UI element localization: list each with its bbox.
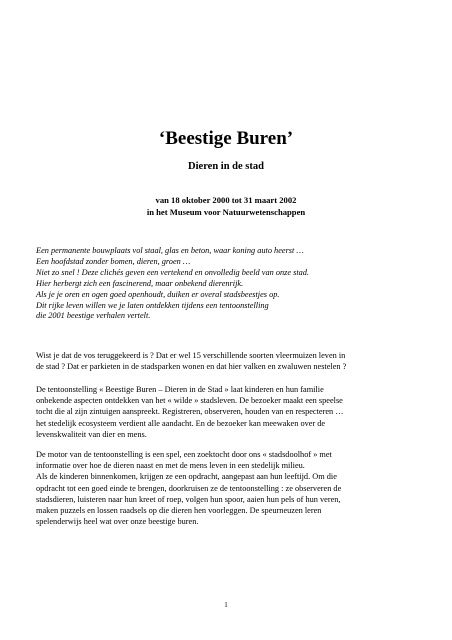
- paragraph-line: De motor van de tentoonstelling is een spel, een zoektocht door ons « stadsdoolhof » met: [36, 450, 332, 459]
- paragraph-line: levenskwaliteit van dier en mens.: [36, 429, 147, 439]
- poem-line: Niet zo snel ! Deze clichés geven een vertekend en onvolledig beeld van onze stad.: [36, 267, 310, 277]
- venue-line: in het Museum voor Natuurwetenschappen: [146, 206, 306, 217]
- paragraph-line: Als de kinderen binnenkomen, krijgen ze een opdracht, aangepast aan hun leeftijd. Om die: [36, 472, 337, 482]
- exhibition-dates: [0, 195, 452, 218]
- paragraph-line: het stedelijk ecosysteem verdient alle aandacht. En de bezoeker kan meewaken over de: [36, 418, 326, 428]
- poem-line: Een permanente bouwplaats vol staal, glas en beton, waar koning auto heerst …: [36, 246, 304, 255]
- poem-line: Een hoofdstad zonder bomen, dieren, groen …: [36, 256, 191, 266]
- paragraph-fox: [36, 350, 432, 372]
- paragraph-game: [36, 449, 432, 527]
- paragraph-exhibition: [36, 384, 432, 440]
- paragraph-line: maken puzzels en lossen raadsels op die dieren hen voorleggen. De speurneuzen leren: [36, 506, 322, 516]
- paragraph-line: stadsdieren, luisteren naar hun kreet of roep, volgen hun spoor, aaien hun pels of hun veren,: [36, 494, 341, 504]
- paragraph-line: opdracht tot een goed einde te brengen, doorkruisen ze de tentoonstelling : ze observeren de: [36, 483, 342, 493]
- intro-poem: [36, 246, 432, 322]
- poem-line: die 2001 beestige verhalen vertelt.: [36, 311, 151, 321]
- paragraph-line: De tentoonstelling « Beestige Buren – Dieren in de Stad » laat kinderen en hun familie: [36, 385, 324, 394]
- poem-line: Als je je oren en ogen goed openhoudt, duiken er overal stadsbeestjes op.: [36, 289, 280, 299]
- paragraph-line: onbekende aspecten ontdekken van het « wilde » stadsleven. De bezoeker maakt een speelse: [36, 396, 343, 406]
- page-number: 1: [224, 601, 228, 609]
- paragraph-line: tocht die al zijn zintuigen aanspreekt. Registreren, observeren, houden van en respecteren …: [36, 407, 344, 417]
- poem-line: Dit rijke leven willen we je laten ontdekken tijdens een tentoonstelling: [36, 300, 269, 310]
- paragraph-line: de stad ? Dat er parkieten in de stadsparken wonen en dat hier valken en zwaluwen nestelen ?: [36, 362, 347, 372]
- page-title: ‘Beestige Buren’: [158, 128, 294, 149]
- page-subtitle: Dieren in de stad: [188, 161, 264, 172]
- paragraph-line: Wist je dat de vos teruggekeerd is ? Dat er wel 15 verschillende soorten vleermuizen leven in: [36, 351, 346, 360]
- dates-line: van 18 oktober 2000 tot 31 maart 2002: [155, 195, 297, 205]
- paragraph-line: informatie over hoe de dieren naast en met de mens leven in een stedelijk milieu.: [36, 461, 305, 471]
- poem-line: Hier herbergt zich een fascinerend, maar onbekend dierenrijk.: [36, 278, 244, 288]
- paragraph-line: spelenderwijs heel wat over onze beestige buren.: [36, 517, 199, 527]
